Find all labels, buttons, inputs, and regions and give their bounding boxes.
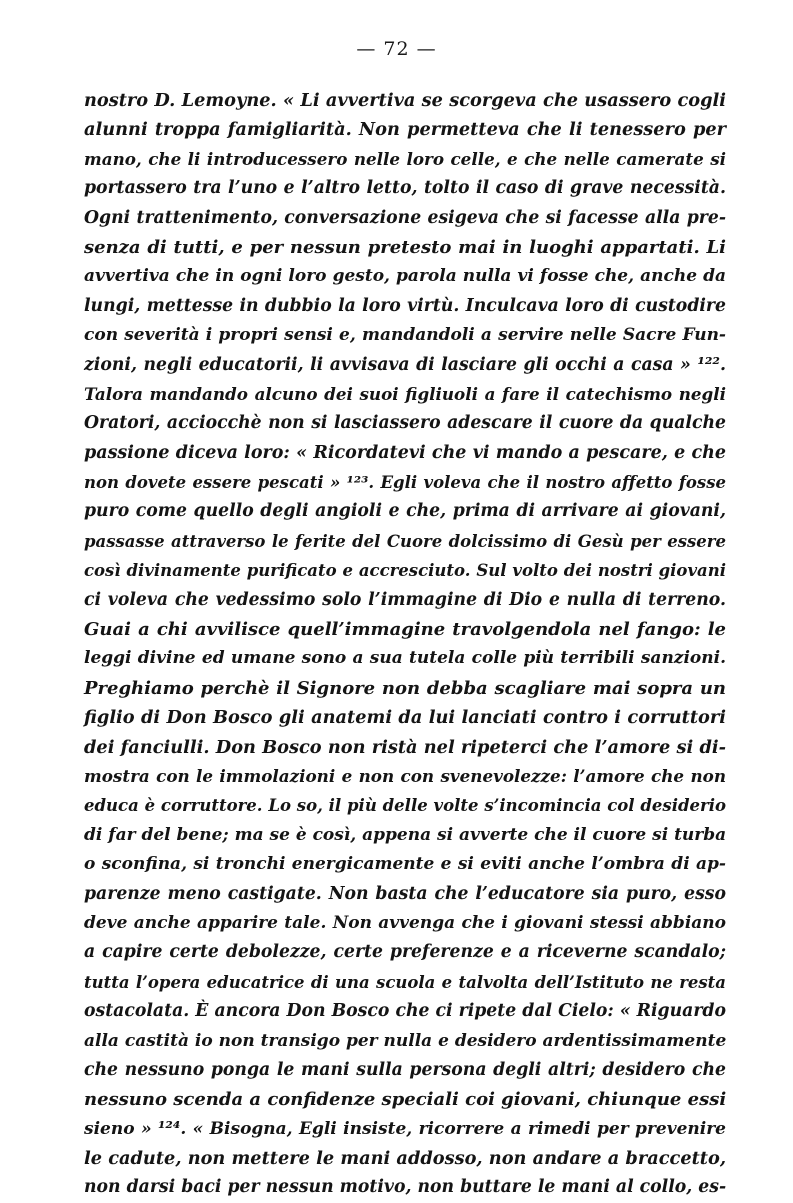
text-line: sieno » ¹²⁴. « Bisogna, Egli insiste, ricorrere a rimedi per prevenire — [84, 1118, 726, 1139]
text-line: così divinamente purificato e accresciuto. Sul volto dei nostri giovani — [84, 561, 726, 581]
text-line: di far del bene; ma se è così, appena si avverte che il cuore si turba — [84, 824, 727, 845]
text-line: passione diceva loro: « Ricordatevi che vi mando a pescare, e che — [84, 442, 726, 463]
text-line: deve anche apparire tale. Non avvenga che i giovani stessi abbiano — [84, 912, 726, 933]
text-line: ci voleva che vedessimo solo l’immagine di Dio e nulla di terreno. — [84, 589, 726, 610]
text-line: leggi divine ed umane sono a sua tutela colle più terribili sanzioni. — [84, 648, 726, 669]
text-line: non darsi baci per nessun motivo, non buttare le mani al collo, es- — [84, 1177, 727, 1198]
text-line: senza di tutti, e per nessun pretesto mai in luoghi appartati. Li — [84, 236, 726, 258]
text-line: Guai a chi avvilisce quell’immagine travolgendola nel fango: le — [84, 619, 726, 641]
text-line: a capire certe debolezze, certe preferenze e a riceverne scandalo; — [84, 942, 726, 963]
text-line: figlio di Don Bosco gli anatemi da lui lanciati contro i corruttori — [84, 707, 726, 729]
text-line: nostro D. Lemoyne. « Li avvertiva se scorgeva che usassero cogli — [84, 90, 726, 111]
text-line: parenze meno castigate. Non basta che l’educatore sia puro, esso — [84, 883, 726, 904]
text-line: Preghiamo perchè il Signore non debba scagliare mai sopra un — [84, 677, 726, 699]
text-line: tutta l’opera educatrice di una scuola e talvolta dell’Istituto ne resta — [84, 972, 726, 992]
text-line: alunni troppa famigliarità. Non permetteva che li tenessero per — [84, 119, 726, 141]
page-number: — 72 — — [356, 38, 437, 60]
text-line: che nessuno ponga le mani sulla persona degli altri; desidero che — [84, 1059, 726, 1080]
text-line: con severità i propri sensi e, mandandoli a servire nelle Sacre Fun- — [84, 325, 726, 346]
text-line: educa è corruttore. Lo so, il più delle volte s’incomincia col desiderio — [84, 796, 726, 816]
text-line: alla castità io non transigo per nulla e desidero ardentissimamente — [84, 1030, 727, 1051]
body-text — [84, 86, 726, 1203]
text-line: portassero tra l’uno e l’altro letto, tolto il caso di grave necessità. — [84, 178, 726, 199]
text-line: zioni, negli educatorii, li avvisava di lasciare gli occhi a casa » ¹²². — [84, 354, 726, 375]
text-line: passasse attraverso le ferite del Cuore dolcissimo di Gesù per essere — [84, 531, 726, 551]
text-line: nessuno scenda a confidenze speciali coi giovani, chiunque essi — [84, 1089, 727, 1111]
text-line: avvertiva che in ogni loro gesto, parola nulla vi fosse che, anche da — [84, 266, 726, 287]
text-line: ostacolata. È ancora Don Bosco che ci ripete dal Cielo: « Riguardo — [84, 1001, 726, 1022]
text-line: o sconfina, si tronchi energicamente e si eviti anche l’ombra di ap- — [84, 854, 726, 875]
text-line: mano, che li introducessero nelle loro celle, e che nelle camerate si — [84, 148, 726, 169]
text-line: Ogni trattenimento, conversazione esigeva che si facesse alla pre- — [84, 207, 726, 228]
text-line: le cadute, non mettere le mani addosso, non andare a braccetto, — [84, 1148, 727, 1170]
text-line: mostra con le immolazioni e non con svenevolezze: l’amore che non — [84, 765, 726, 786]
text-line: Oratori, acciocchè non si lasciassero adescare il cuore da qualche — [84, 413, 726, 434]
text-line: puro come quello degli angioli e che, prima di arrivare ai giovani, — [84, 501, 726, 522]
text-line: lungi, mettesse in dubbio la loro virtù. Inculcava loro di custodire — [84, 295, 726, 316]
text-line: Talora mandando alcuno dei suoi figliuoli a fare il catechismo negli — [84, 383, 726, 404]
text-line: non dovete essere pescati » ¹²³. Egli voleva che il nostro affetto fosse — [84, 473, 726, 493]
text-line: dei fanciulli. Don Bosco non ristà nel ripeterci che l’amore si di- — [84, 736, 726, 758]
